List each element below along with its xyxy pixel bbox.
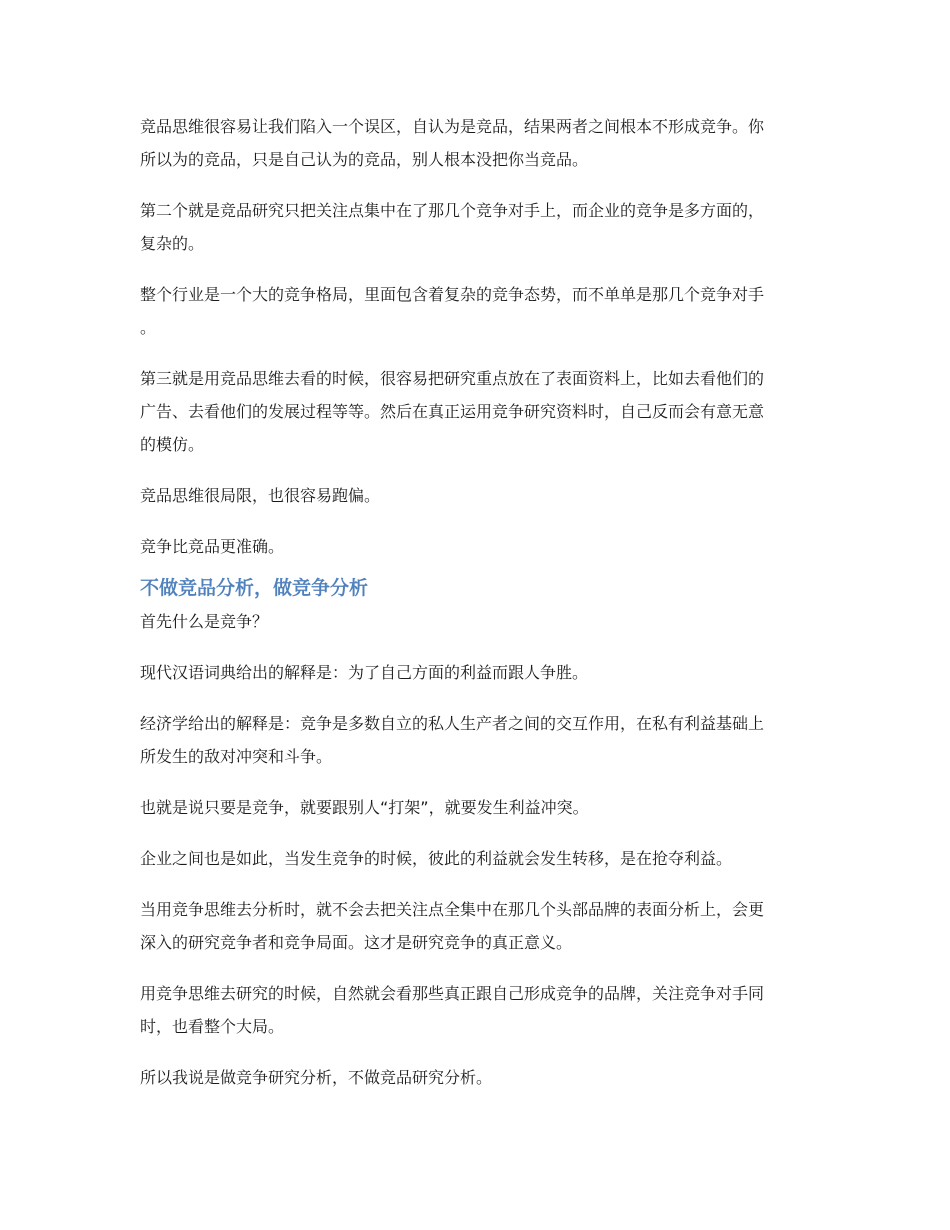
paragraph-9: 经济学给出的解释是：竞争是多数自立的私人生产者之间的交互作用，在私有利益基础上 所发生的敌对冲突和斗争。 (140, 714, 765, 766)
paragraph-12: 当用竞争思维去分析时，就不会去把关注点全集中在那几个头部品牌的表面分析上，会更 深入的研究竞争者和竞争局面。这才是研究竞争的真正意义。 (140, 900, 765, 952)
paragraph-1: 竞品思维很容易让我们陷入一个误区，自认为是竞品，结果两者之间根本不形成竞争。你 所以为的竞品，只是自己认为的竞品，别人根本没把你当竞品。 (140, 117, 765, 169)
document-page (140, 110, 810, 1112)
paragraph-8: 现代汉语词典给出的解释是：为了自己方面的利益而跟人争胜。 (140, 663, 589, 682)
paragraph-5: 竞品思维很局限，也很容易跑偏。 (140, 486, 381, 505)
paragraph-4: 第三就是用竞品思维去看的时候，很容易把研究重点放在了表面资料上，比如去看他们的 广告、去看他们的发展过程等等。然后在真正运用竞争研究资料时，自己反而会有意无意 的模仿。 (140, 369, 765, 454)
paragraph-3: 整个行业是一个大的竞争格局，里面包含着复杂的竞争态势，而不单单是那几个竞争对手 。 (140, 285, 765, 337)
paragraph-11: 企业之间也是如此，当发生竞争的时候，彼此的利益就会发生转移，是在抢夺利益。 (140, 849, 733, 868)
paragraph-2: 第二个就是竞品研究只把关注点集中在了那几个竞争对手上，而企业的竞争是多方面的， 复杂的。 (140, 201, 765, 253)
section-heading: 不做竞品分析，做竞争分析 (140, 577, 369, 599)
paragraph-13: 用竞争思维去研究的时候，自然就会看那些真正跟自己形成竞争的品牌，关注竞争对手同 时，也看整个大局。 (140, 984, 765, 1036)
paragraph-10: 也就是说只要是竞争，就要跟别人“打架”，就要发生利益冲突。 (140, 798, 589, 817)
paragraph-6: 竞争比竞品更准确。 (140, 537, 285, 556)
paragraph-7: 首先什么是竞争？ (140, 612, 269, 631)
paragraph-14: 所以我说是做竞争研究分析，不做竞品研究分析。 (140, 1068, 493, 1087)
